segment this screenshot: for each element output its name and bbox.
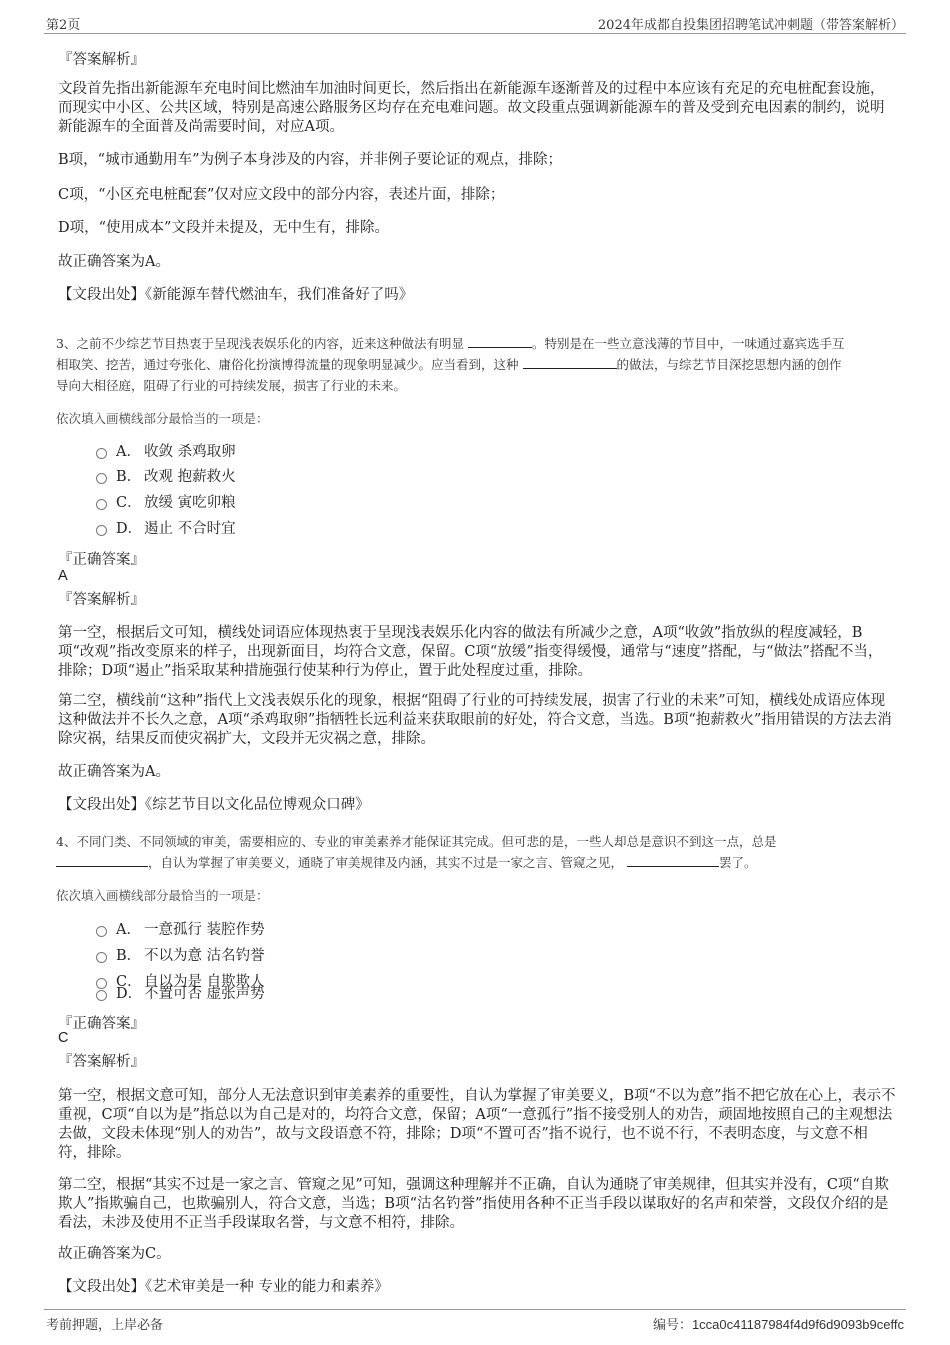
analysis-paragraph: 第二空，根据“其实不过是一家之言、管窥之见”可知，强调这种理解并不正确，自认为通晓了审美规律，但其实并没有，C项“自欺欺人”指欺骗自己，也欺骗别人，符合文意，当选；B项“沽名钓誉”指使用各种不正当手段以谋取好的名声和荣誉，文段仅介绍的是看法，未涉及使用不正当手段谋取名誉，与文意不相符，排除。 (58, 1177, 889, 1231)
header-divider (44, 33, 906, 34)
analysis-paragraph: C项，“小区充电桩配套”仅对应文段中的部分内容，表述片面，排除； (58, 187, 505, 203)
correct-answer-label: 『正确答案』 (58, 552, 145, 568)
source-citation: 【文段出处】《艺术审美是一种 专业的能力和素养》 (58, 1279, 389, 1295)
answer-statement: 故正确答案为A。 (58, 254, 170, 270)
correct-answer-label: 『正确答案』 (58, 1016, 145, 1032)
analysis-label: 『答案解析』 (58, 52, 145, 68)
analysis-label: 『答案解析』 (58, 592, 145, 608)
radio-button[interactable] (96, 978, 107, 989)
source-citation: 【文段出处】《新能源车替代燃油车，我们准备好了吗》 (58, 287, 414, 303)
radio-button[interactable] (96, 499, 107, 510)
analysis-paragraph: D项，“使用成本”文段并未提及，无中生有，排除。 (58, 220, 389, 236)
question-4-stem: 4、不同门类、不同领域的审美，需要相应的、专业的审美素养才能保证其完成。但可悲的是，一些人却总是意识不到这一点，总是 ，自认为掌握了审美要义，通晓了审美规律及内涵，其实不过是一家之言、管窥之见， 罢了。 (56, 834, 777, 870)
document-code: 编号：1cca0c41187984f4d9f6d9093b9ceffc (652, 1317, 904, 1333)
correct-answer: A (58, 568, 68, 584)
fill-blank (468, 336, 532, 348)
fill-blank (627, 855, 719, 867)
analysis-paragraph: B项，“城市通勤用车”为例子本身涉及的内容，并非例子要论证的观点，排除； (58, 152, 562, 168)
radio-button[interactable] (96, 926, 107, 937)
radio-button[interactable] (96, 473, 107, 484)
radio-button[interactable] (96, 990, 107, 1001)
radio-button[interactable] (96, 525, 107, 536)
fill-blank (523, 357, 617, 369)
analysis-paragraph: 第一空，根据文意可知，部分人无法意识到审美素养的重要性，自认为掌握了审美要义，B项“不以为意”指不把它放在心上，表示不重视，C项“自以为是”指总以为自己是对的，均符合文意，保留；A项“一意孤行”指不接受别人的劝告，顽固地按照自己的主观想法去做，文段未体现“别人的劝告”，故与文段语意不符，排除；D项“不置可否”指不说行，也不说不行，不表明态度，与文意不相符，排除。 (58, 1088, 896, 1161)
radio-button[interactable] (96, 448, 107, 459)
analysis-paragraph: 第二空，横线前“这种”指代上文浅表娱乐化的现象，根据“阻碍了行业的可持续发展，损害了行业的未来”可知，横线处成语应体现这种做法并不长久之意，A项“杀鸡取卵”指牺牲长远利益来获取眼前的好处，符合文意，当选。B项“抱薪救火”指用错误的方法去消除灾祸，结果反而使灾祸扩大，文段并无灾祸之意，排除。 (58, 693, 892, 747)
correct-answer: C (58, 1030, 69, 1046)
answer-statement: 故正确答案为A。 (58, 764, 170, 780)
fill-blank (56, 855, 148, 867)
page-number: 第2页 (46, 18, 81, 33)
radio-button[interactable] (96, 952, 107, 963)
question-prompt: 依次填入画横线部分最恰当的一项是： (56, 411, 269, 426)
source-citation: 【文段出处】《综艺节目以文化品位博观众口碑》 (58, 797, 370, 813)
question-3-stem: 3、之前不少综艺节目热衷于呈现浅表娱乐化的内容，近来这种做法有明显 。特别是在一些立意浅薄的节目中，一味通过嘉宾选手互 相取笑、挖苦，通过夸张化、庸俗化扮演博得流量的现象明显减少。应当看到，这种 的做法，与综艺节目深挖思想内涵的创作 导向大相径庭，阻碍了行业的可持续发展，损害了行业的未来。 (56, 336, 845, 393)
analysis-label: 『答案解析』 (58, 1054, 145, 1070)
document-title: 2024年成都自投集团招聘笔试冲刺题（带答案解析） (597, 18, 904, 33)
analysis-paragraph: 第一空，根据后文可知，横线处词语应体现热衷于呈现浅表娱乐化内容的做法有所减少之意，A项“收敛”指放纵的程度减轻，B项“改观”指改变原来的样子，出现新面目，均符合文意，保留。C项“放缓”指变得缓慢，通常与“速度”搭配，与“做法”搭配不当，排除；D项“遏止”指采取某种措施强行使某种行为停止，置于此处程度过重，排除。 (58, 625, 883, 679)
footer-divider (44, 1309, 906, 1310)
answer-statement: 故正确答案为C。 (58, 1246, 171, 1262)
analysis-paragraph: 文段首先指出新能源车充电时间比燃油车加油时间更长，然后指出在新能源车逐渐普及的过程中本应该有充足的充电桩配套设施，而现实中小区、公共区域，特别是高速公路服务区均存在充电难问题。故文段重点强调新能源车的普及受到充电因素的制约，说明新能源车的全面普及尚需要时间，对应A项。 (58, 81, 885, 135)
footer-slogan: 考前押题，上岸必备 (46, 1318, 164, 1333)
question-prompt: 依次填入画横线部分最恰当的一项是： (56, 888, 269, 903)
